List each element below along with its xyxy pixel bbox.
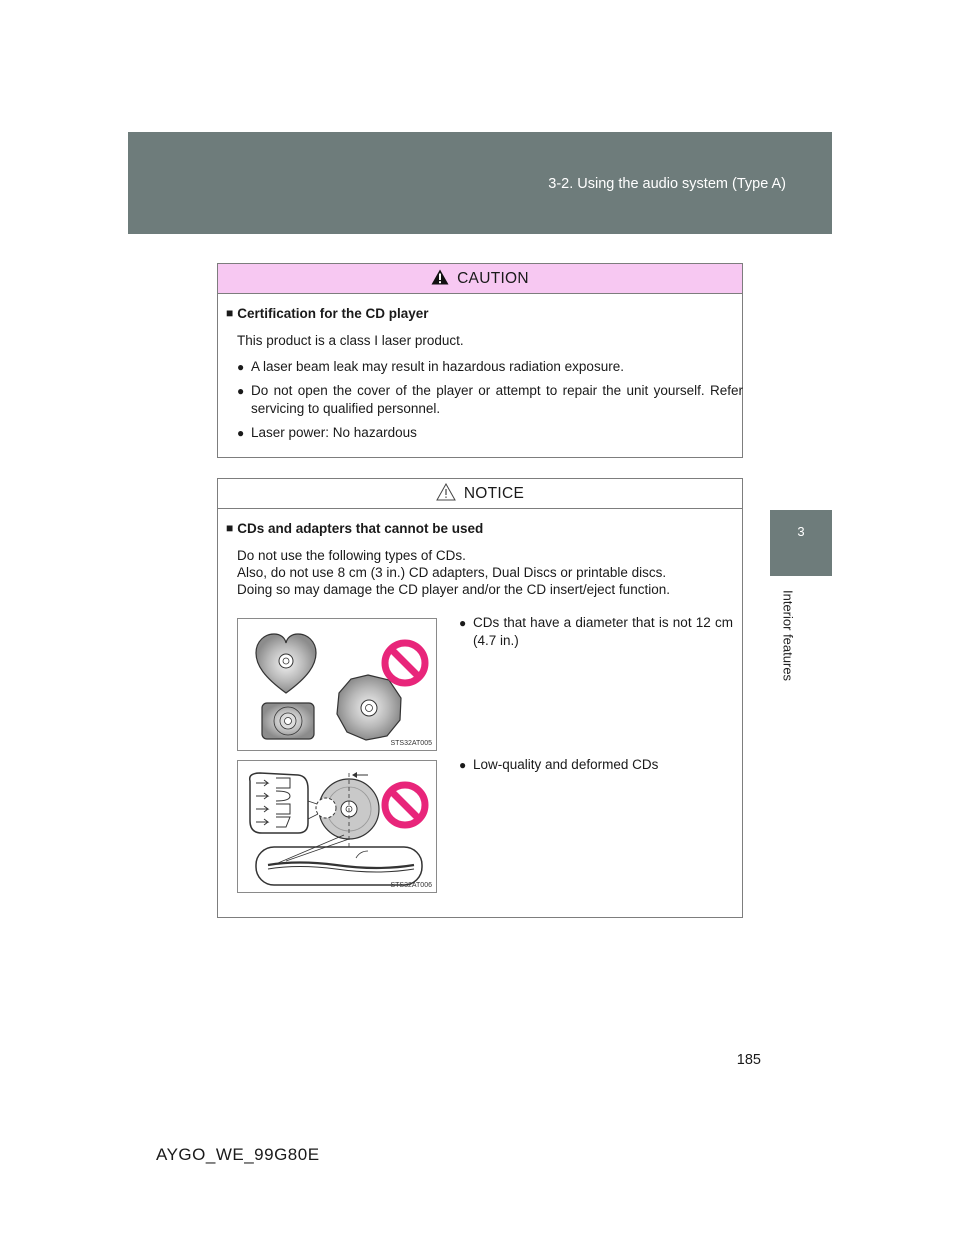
chapter-label: Interior features	[780, 590, 796, 682]
caution-box	[217, 263, 743, 458]
notice-heading: NOTICE	[463, 484, 525, 502]
odd-shaped-cds-icon	[238, 619, 438, 752]
chapter-number: 3	[797, 524, 805, 539]
notice-box	[217, 478, 743, 918]
caution-bullet: ● A laser beam leak may result in hazardous radiation exposure.	[237, 358, 737, 376]
prohibited-icon	[385, 643, 425, 683]
warning-triangle-icon	[431, 269, 449, 285]
odd-shaped-cds-illustration	[237, 618, 437, 751]
section-title: 3-2. Using the audio system (Type A)	[548, 176, 786, 192]
notice-line: Do not use the following types of CDs.	[237, 548, 466, 563]
notice-item-bullet: ● CDs that have a diameter that is not 12 cm (4.7 in.)	[459, 614, 733, 650]
caution-bullet: ● Laser power: No hazardous	[237, 424, 737, 442]
warning-outline-icon	[436, 483, 456, 501]
notice-line: Also, do not use 8 cm (3 in.) CD adapters, Dual Discs or printable discs.	[237, 565, 667, 580]
image-code: STS32AT005	[390, 740, 432, 747]
caution-intro: This product is a class I laser product.	[237, 333, 464, 348]
chapter-tab	[770, 510, 832, 576]
notice-header	[218, 479, 742, 509]
notice-title: ■ CDs and adapters that cannot be used	[226, 521, 483, 536]
chapter-label-container	[768, 590, 808, 700]
deformed-cds-illustration	[237, 760, 437, 893]
deformed-cds-icon	[238, 761, 438, 894]
image-code: STS32AT006	[390, 882, 432, 889]
notice-item-bullet: ● Low-quality and deformed CDs	[459, 756, 733, 774]
caution-bullet: ● Do not open the cover of the player or attempt to repair the unit yourself. Refer servicing to qualified personnel.	[237, 382, 743, 418]
document-code: AYGO_WE_99G80E	[156, 1145, 320, 1164]
section-header-band	[128, 132, 832, 234]
page-number: 185	[736, 1052, 761, 1068]
caution-heading: CAUTION	[457, 269, 529, 287]
caution-header	[218, 264, 742, 294]
notice-line: Doing so may damage the CD player and/or the CD insert/eject function.	[237, 582, 670, 597]
caution-title: ■ Certification for the CD player	[226, 306, 429, 321]
prohibited-icon	[385, 785, 425, 825]
